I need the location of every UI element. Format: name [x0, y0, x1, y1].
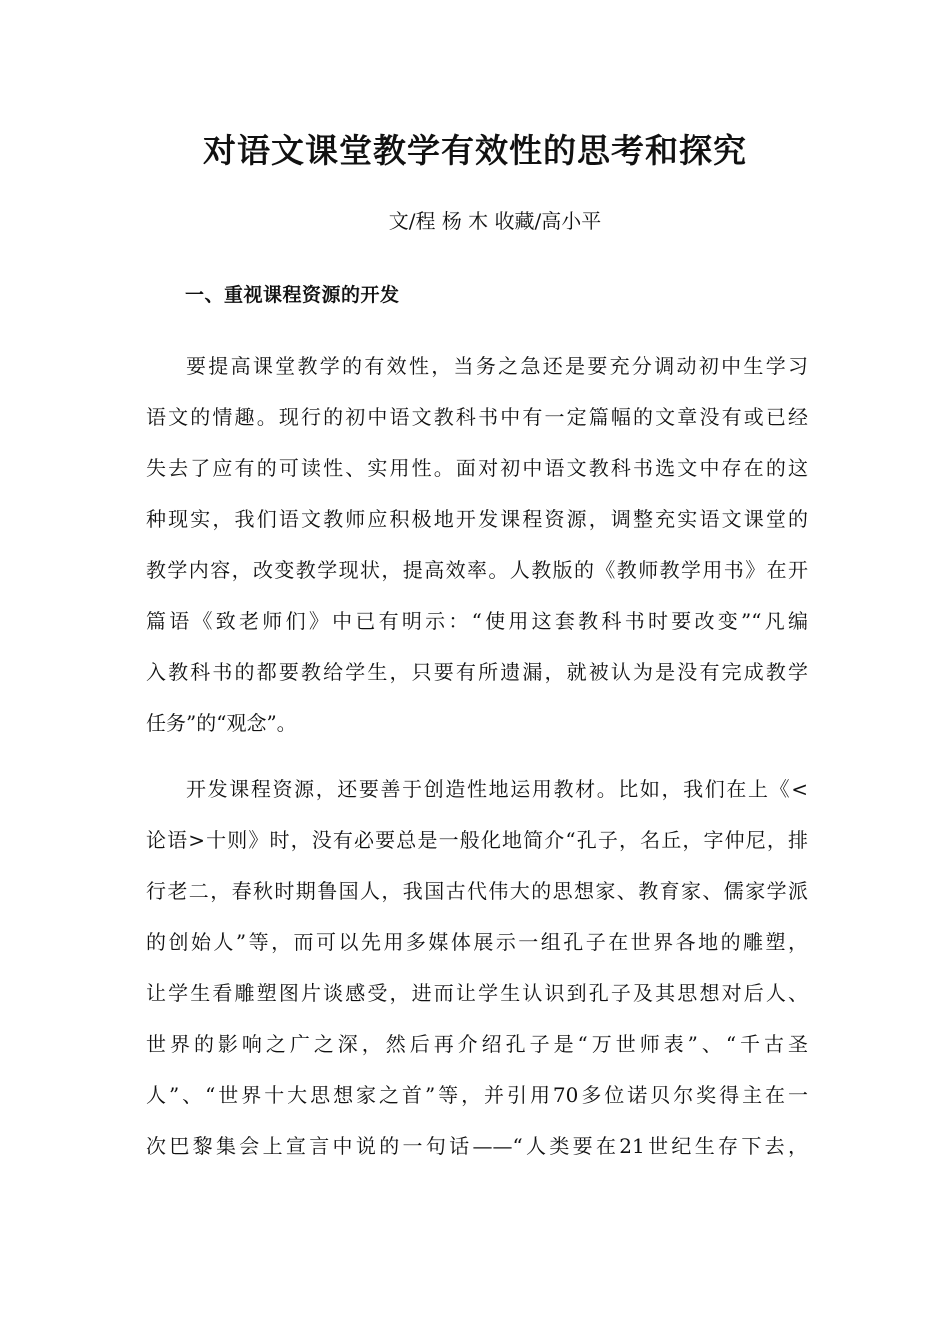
paragraph-line: 篇语《致老师们》中已有明示：“使用这套教科书时要改变”“凡编	[146, 609, 808, 633]
paragraph-line: 开发课程资源，还要善于创造性地运用教材。比如，我们在上《<	[186, 777, 808, 801]
paragraph-line: 教学内容，改变教学现状，提高效率。人教版的《教师教学用书》在开	[146, 558, 808, 582]
paragraph-line: 任务”的“观念”。	[146, 711, 297, 735]
paragraph-line: 种现实，我们语文教师应积极地开发课程资源，调整充实语文课堂的	[146, 507, 808, 531]
paragraph-line: 的创始人”等，而可以先用多媒体展示一组孔子在世界各地的雕塑，	[146, 930, 808, 954]
paragraph-line: 世界的影响之广之深，然后再介绍孔子是“万世师表”、“千古圣	[146, 1032, 808, 1056]
paragraph-line: 要提高课堂教学的有效性，当务之急还是要充分调动初中生学习	[186, 354, 808, 378]
paragraph	[146, 764, 808, 1172]
paragraph-line: 人”、“世界十大思想家之首”等，并引用70多位诺贝尔奖得主在一	[146, 1083, 808, 1107]
paragraph	[146, 341, 808, 749]
paragraph-line: 次巴黎集会上宣言中说的一句话——“人类要在21世纪生存下去，	[146, 1134, 808, 1158]
paragraph-line: 论语>十则》时，没有必要总是一般化地简介“孔子，名丘，字仲尼，排	[146, 828, 808, 852]
author-byline: 文/程 杨 木 收藏/高小平	[388, 209, 602, 233]
paragraph-line: 让学生看雕塑图片谈感受，进而让学生认识到孔子及其思想对后人、	[146, 981, 808, 1005]
section-heading: 一、重视课程资源的开发	[185, 284, 400, 306]
paragraph-line: 入教科书的都要教给学生，只要有所遗漏，就被认为是没有完成教学	[146, 660, 808, 684]
paragraph-line: 语文的情趣。现行的初中语文教科书中有一定篇幅的文章没有或已经	[146, 405, 808, 429]
document-title: 对语文课堂教学有效性的思考和探究	[203, 131, 747, 170]
paragraph-line: 失去了应有的可读性、实用性。面对初中语文教科书选文中存在的这	[146, 456, 808, 480]
paragraph-line: 行老二，春秋时期鲁国人，我国古代伟大的思想家、教育家、儒家学派	[146, 879, 808, 903]
